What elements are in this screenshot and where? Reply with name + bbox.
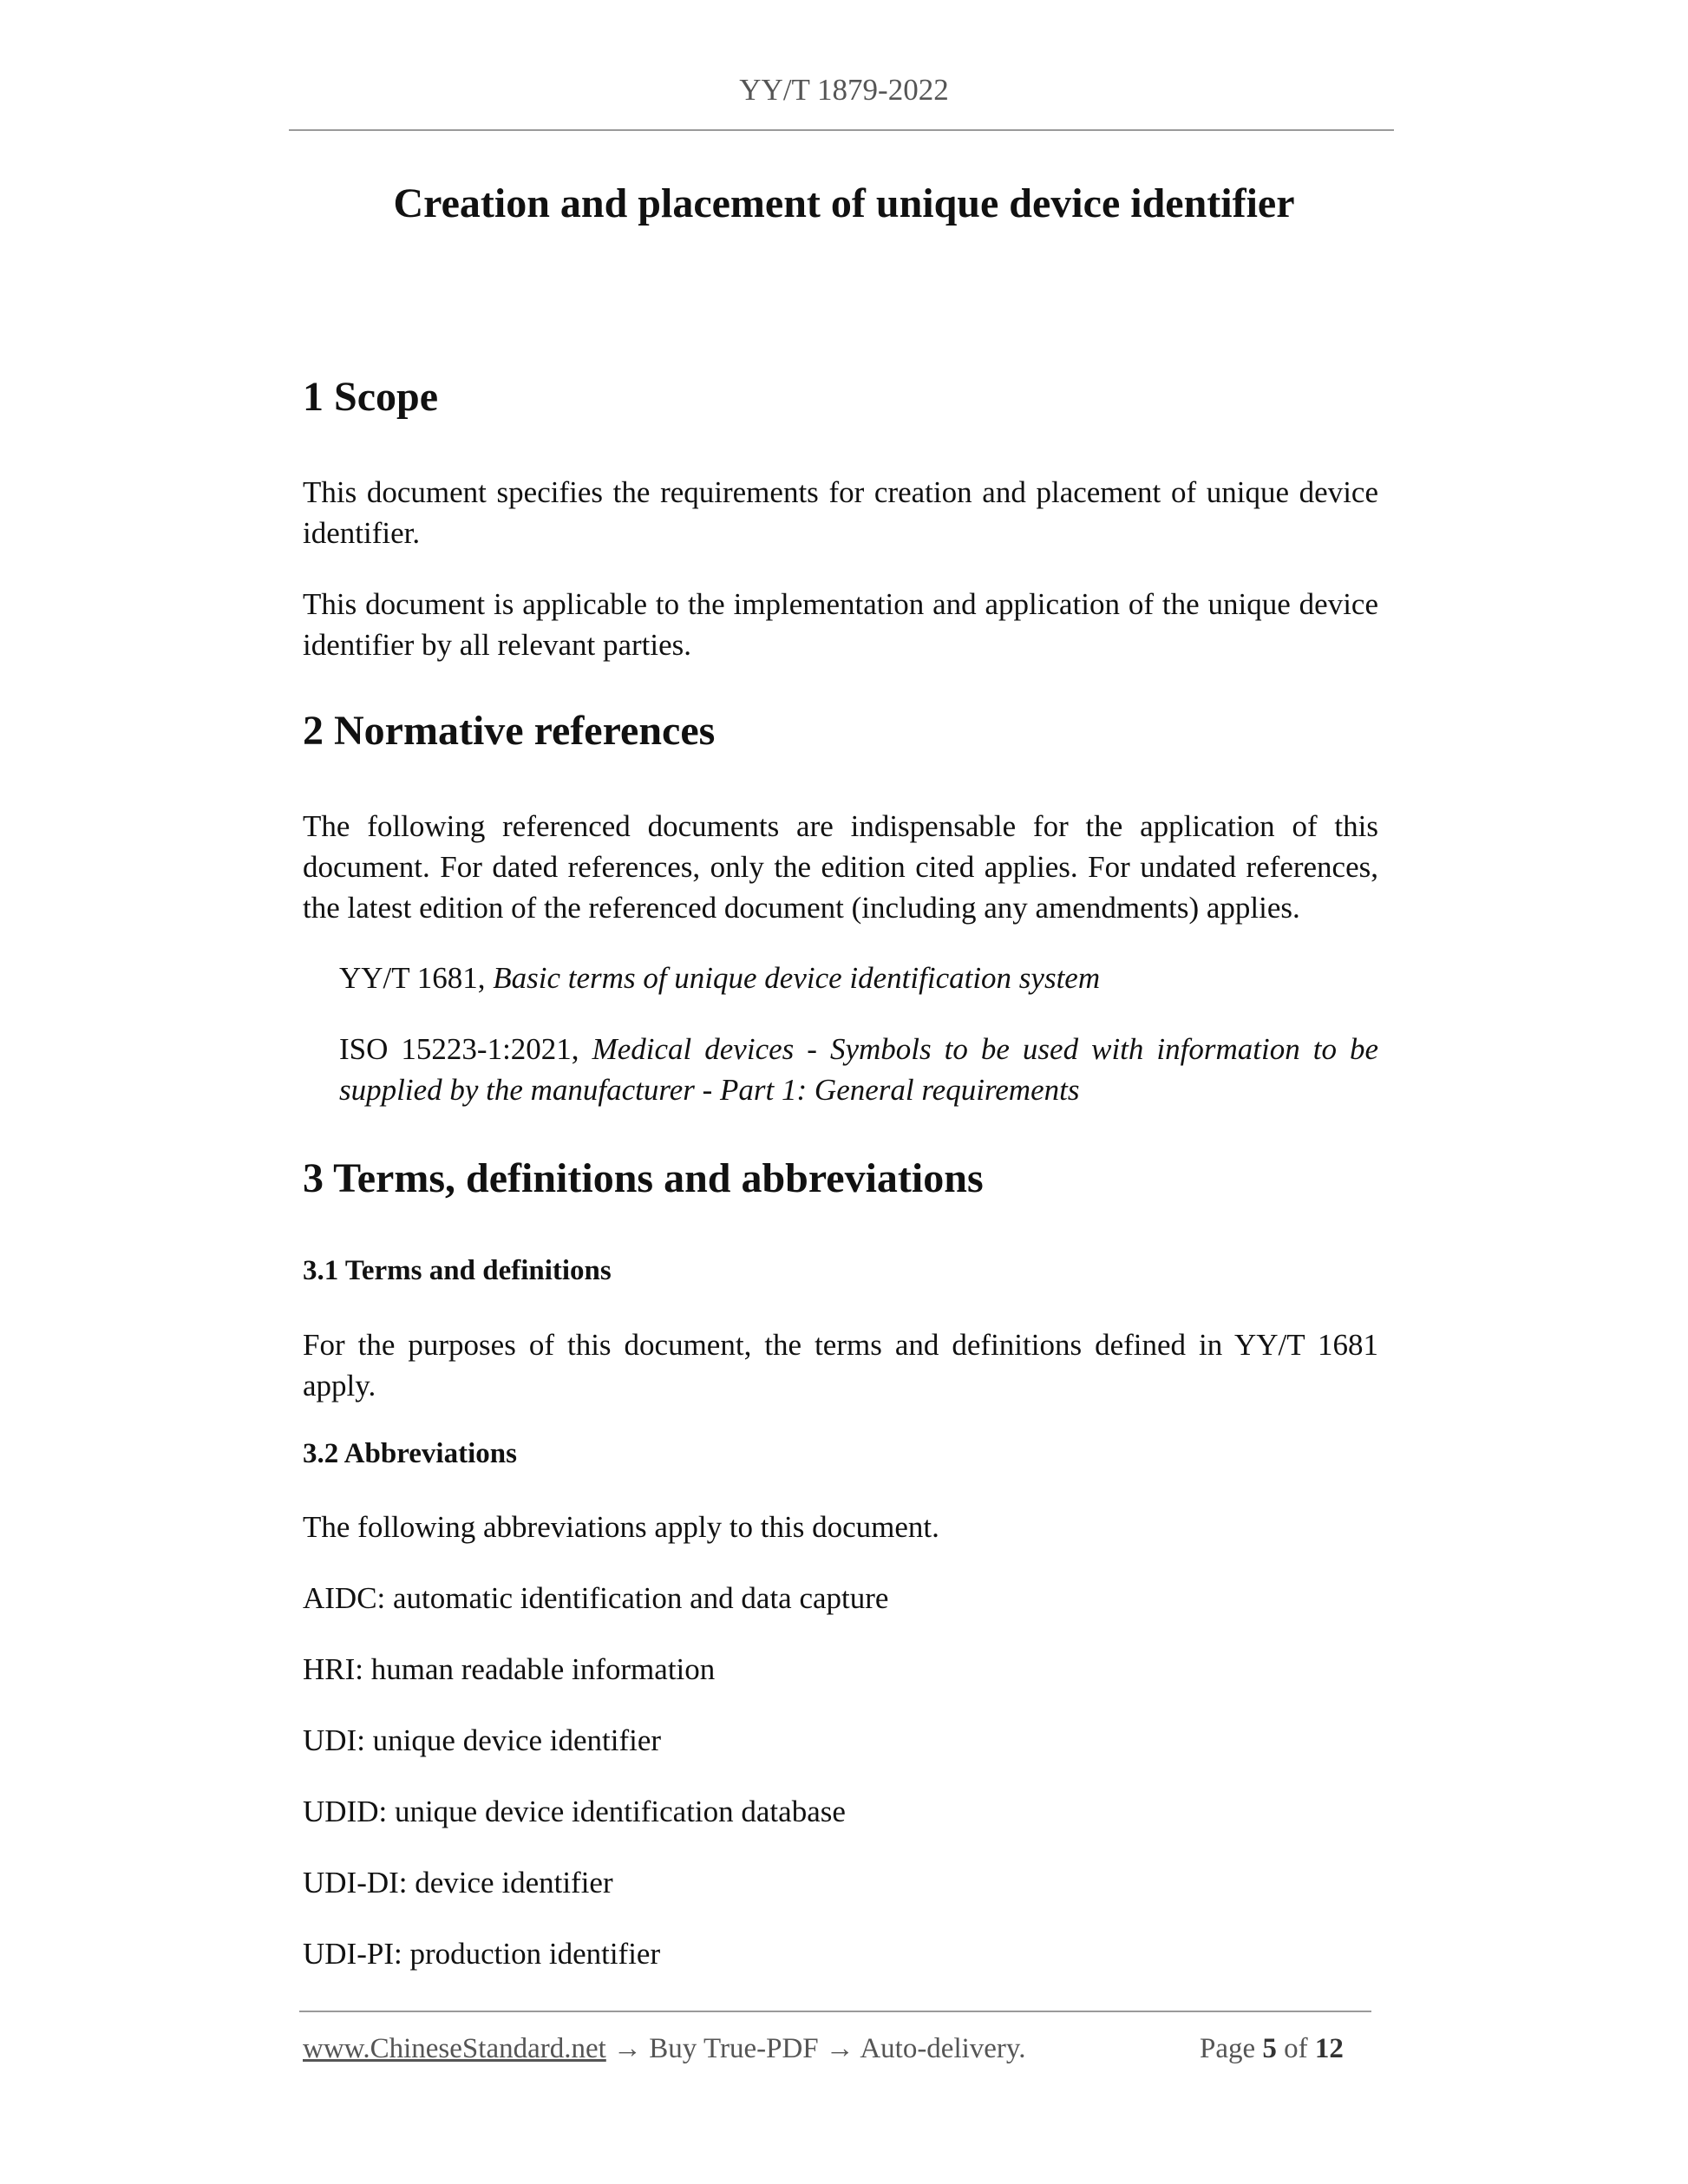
reference-title: Basic terms of unique device identification system <box>493 961 1101 995</box>
footer-buy-text: Buy True-PDF <box>649 2033 819 2064</box>
abbreviation-item: AIDC: automatic identification and data capture <box>303 1581 889 1615</box>
section-heading-scope: 1 Scope <box>303 374 438 420</box>
arrow-right-icon: → <box>613 2033 643 2064</box>
scope-paragraph: This document specifies the requirements for creation and placement of unique device identifier. <box>303 475 1378 550</box>
subsection-heading-terms-definitions: 3.1 Terms and definitions <box>303 1255 612 1286</box>
reference-title: Medical devices - Symbols to be used with information to be supplied by the manufacturer - Part 1: General requirements <box>339 1032 1378 1107</box>
footer-site-link[interactable]: www.ChineseStandard.net <box>303 2033 606 2064</box>
terms-definitions-text: For the purposes of this document, the terms and definitions defined in YY/T 1681 apply. <box>303 1328 1378 1403</box>
reference-code: ISO 15223-1:2021, <box>339 1032 579 1066</box>
section-heading-normative: 2 Normative references <box>303 708 716 754</box>
abbreviation-item: UDI-PI: production identifier <box>303 1937 661 1971</box>
abbreviation-item: UDI: unique device identifier <box>303 1723 662 1757</box>
reference-item <box>339 958 1378 998</box>
abbreviations-intro: The following abbreviations apply to this document. <box>303 1510 939 1544</box>
footer-rule <box>299 2011 1371 2012</box>
abbreviation-item: UDI-DI: device identifier <box>303 1866 613 1900</box>
subsection-heading-abbreviations: 3.2 Abbreviations <box>303 1438 517 1469</box>
page-indicator <box>1200 2032 1344 2067</box>
arrow-right-icon: → <box>825 2033 854 2064</box>
document-title: Creation and placement of unique device identifier <box>393 180 1295 226</box>
header-rule <box>289 129 1394 131</box>
normative-intro: The following referenced documents are indispensable for the application of this document. For dated references, only the edition cited applies. For undated references, the latest edition of the referenced document (including any amendments) applies. <box>303 809 1378 925</box>
footer-promo <box>303 2032 1026 2067</box>
reference-item <box>339 1029 1378 1110</box>
page-current: 5 <box>1262 2033 1277 2064</box>
header-doc-number: YY/T 1879-2022 <box>739 73 949 107</box>
footer-delivery-text: Auto-delivery. <box>860 2033 1026 2064</box>
page-label: Page <box>1200 2033 1256 2064</box>
section-heading-terms: 3 Terms, definitions and abbreviations <box>303 1155 984 1201</box>
reference-code: YY/T 1681, <box>339 961 486 995</box>
abbreviation-item: UDID: unique device identification database <box>303 1795 846 1828</box>
scope-paragraph: This document is applicable to the implementation and application of the unique device identifier by all relevant parties. <box>303 587 1378 662</box>
page-total: 12 <box>1314 2033 1344 2064</box>
page-of: of <box>1284 2033 1308 2064</box>
abbreviation-item: HRI: human readable information <box>303 1652 716 1686</box>
